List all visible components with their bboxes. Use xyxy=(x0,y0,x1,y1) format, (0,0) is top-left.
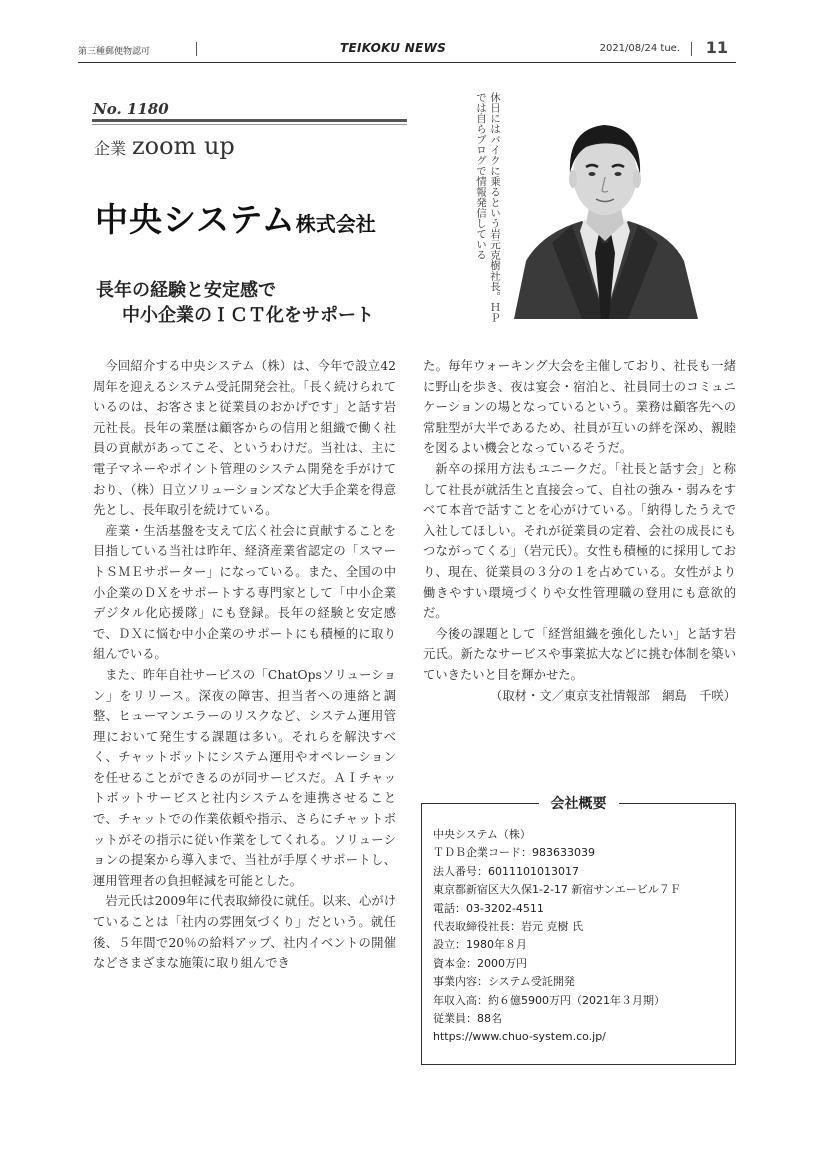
feature-number: No. 1180 xyxy=(93,100,169,118)
subtitle-line-1: 長年の経験と安定感で xyxy=(96,280,276,301)
header-divider xyxy=(691,42,692,56)
profile-item: 法人番号：6011101013017 xyxy=(433,864,579,878)
profile-item: ＴＤＢ企業コード：983633039 xyxy=(433,846,595,860)
profile-list xyxy=(433,826,681,1047)
article-paragraph: また、昨年自社サービスの「ChatOpsソリューション」をリリース。深夜の障害、担当者への連絡と調整、ヒューマンエラーのリスクなど、システム運用管理において発生する課題は多い。それらを解決すべく、チャットボットにシステム運用やオペレーションを任せることができるのが同サービスだ。ＡＩチャットボットサービスと社内システムを連携させることで、チャットでの作業依頼や指示、さらにチャットボットがその指示に従い作業をしてくれる。ソリューションの提案から導入まで、当社が手厚くサポートし、運用管理者の負担軽減を可能とした。 xyxy=(93,667,396,888)
article-paragraph: 今後の課題として「経営組織を強化したい」と話す岩元氏。新たなサービスや事業拡大などに挑む体制を築いていきたいと目を輝かせた。 xyxy=(423,626,736,682)
subtitle-line-2: 中小企業のＩＣＴ化をサポート xyxy=(122,305,374,326)
profile-item: 年収入高：約６億5900万円（2021年３月期） xyxy=(433,993,665,1007)
article-column-2 xyxy=(423,356,736,706)
article-paragraph: 今回紹介する中央システム（株）は、今年で設立42周年を迎えるシステム受託開発会社。「長く続けられているのは、お客さまと従業員のおかげです」と話す岩元社長。長年の業歴は顧客からの信用と組織で働く社員の貢献があってこそ、というわけだ。当社は、主に電子マネーやポイント管理のシステム開発を手がけており、（株）日立ソリューションズなど大手企業を得意先とし、長年取引を続けている。 xyxy=(93,359,396,518)
company-name: 中央システム xyxy=(95,200,296,239)
profile-item: 電話：03-3202-4511 xyxy=(433,901,544,915)
photo-caption: 休日にはバイクに乗るという岩元克樹社長。ＨＰでは自らブログで情報発信している xyxy=(475,92,501,323)
postal-permit: 第三種郵便物認可 xyxy=(78,47,151,57)
article-paragraph: 岩元氏は2009年に代表取締役に就任。以来、心がけていることは「社内の雰囲気づくり」だという。就任後、５年間で20％の給料アップ、社内イベントの開催などさまざまな施策に取り組んでき xyxy=(93,894,396,971)
profile-item: 資本金：2000万円 xyxy=(433,956,527,970)
profile-item: 事業内容：システム受託開発 xyxy=(433,975,575,989)
article-credit: （取材・文／東京支社情報部 網島 千咲） xyxy=(490,688,736,703)
company-title xyxy=(95,194,376,241)
corp-suffix: 株式会社 xyxy=(295,212,376,236)
feature-rule xyxy=(92,119,407,122)
page-header xyxy=(78,38,734,62)
header-rule xyxy=(78,62,736,63)
page-number: 11 xyxy=(705,38,728,57)
kicker-en: zoom up xyxy=(132,132,235,160)
profile-title: 会社概要 xyxy=(539,793,619,813)
article-paragraph: た。毎年ウォーキング大会を主催しており、社長も一緒に野山を歩き、夜は宴会・宿泊と、社員同士のコミュニケーションの場となっているという。業務は顧客先への常駐型が大半であるため、社員が互いの絆を深め、親睦を図るよい機会となっているそうだ。 xyxy=(423,359,736,456)
profile-item: 設立：1980年８月 xyxy=(433,938,527,952)
company-profile-box xyxy=(421,796,736,1065)
header-divider xyxy=(196,42,197,56)
profile-item: 従業員：88名 xyxy=(433,1012,502,1026)
section-kicker xyxy=(94,132,235,160)
president-portrait xyxy=(512,93,698,319)
profile-item: 中央システム（株） xyxy=(433,828,531,841)
issue-date: 2021/08/24 tue. xyxy=(599,43,680,54)
kicker-ja: 企業 xyxy=(94,139,127,158)
profile-item: 東京都新宿区大久保1-2-17 新宿サンエービル７Ｆ xyxy=(433,883,681,897)
feature-rule-thin xyxy=(92,124,407,125)
profile-title-wrap xyxy=(422,793,735,813)
profile-url-link[interactable]: https://www.chuo-system.co.jp/ xyxy=(433,1030,606,1044)
article-paragraph: 産業・生活基盤を支えて広く社会に貢献することを目指している当社は昨年、経済産業省認定の「スマートＳＭＥサポーター」になっている。また、全国の中小企業のＤＸをサポートする専門家として「中小企業デジタル化応援隊」にも登録。長年の経験と安定感で、ＤＸに悩む中小企業のサポートにも積極的に取り組んでいる。 xyxy=(93,523,396,662)
profile-item: 代表取締役社長：岩元 克樹 氏 xyxy=(433,920,583,934)
publication-name: TEIKOKU NEWS xyxy=(340,41,447,55)
article-column-1 xyxy=(93,356,396,974)
article-paragraph: 新卒の採用方法もユニークだ。「社長と話す会」と称して社長が就活生と直接会って、自社の強み・弱みをすべて本音で話すことを心がけている。「納得したうえで入社してほしい。それが従業員の定着、会社の成長にもつながってくる」（岩元氏）。女性も積極的に採用しており、現在、従業員の３分の１を占めている。女性がより働きやすい環境づくりや女性管理職の登用にも意欲的だ。 xyxy=(423,461,736,621)
